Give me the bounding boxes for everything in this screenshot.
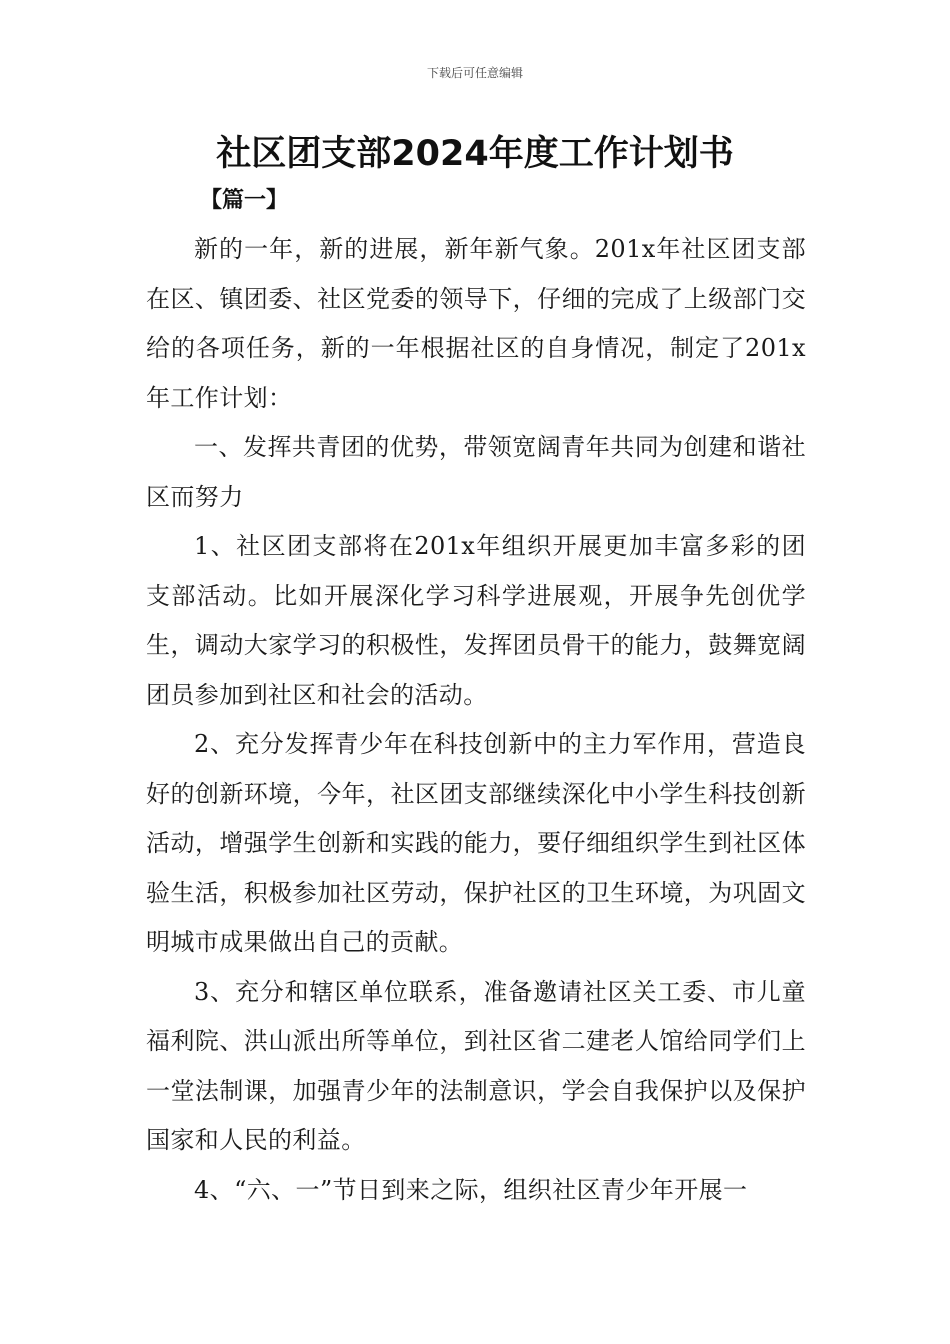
header-note: 下载后可任意编辑 bbox=[426, 66, 523, 80]
document-title: 社区团支部2024年度工作计划书 bbox=[216, 134, 734, 174]
paragraph-intro: 新的一年，新的进展，新年新气象。201x年社区团支部在区、镇团委、社区党委的领导下，仔细的完成了上级部门交给的各项任务，新的一年根据社区的自身情况，制定了201x年工作计划： bbox=[146, 235, 806, 412]
paragraph-heading-one: 一、发挥共青团的优势，带领宽阔青年共同为创建和谐社区而努力 bbox=[146, 433, 806, 511]
paragraph-item-1: 1、社区团支部将在201x年组织开展更加丰富多彩的团支部活动。比如开展深化学习科学进展观，开展争先创优学生，调动大家学习的积极性，发挥团员骨干的能力，鼓舞宽阔团员参加到社区和社会的活动。 bbox=[146, 532, 806, 709]
section-label: 【篇一】 bbox=[200, 188, 289, 213]
paragraph-item-4: 4、“六、一”节日到来之际，组织社区青少年开展一 bbox=[194, 1175, 748, 1204]
paragraph-item-2: 2、充分发挥青少年在科技创新中的主力军作用，营造良好的创新环境，今年，社区团支部继续深化中小学生科技创新活动，增强学生创新和实践的能力，要仔细组织学生到社区体验生活，积极参加社区劳动，保护社区的卫生环境，为巩固文明城市成果做出自己的贡献。 bbox=[146, 730, 806, 956]
paragraph-item-3: 3、充分和辖区单位联系，准备邀请社区关工委、市儿童福利院、洪山派出所等单位，到社区省二建老人馆给同学们上一堂法制课，加强青少年的法制意识，学会自我保护以及保护国家和人民的利益。 bbox=[146, 977, 806, 1154]
document-body bbox=[146, 225, 806, 1215]
